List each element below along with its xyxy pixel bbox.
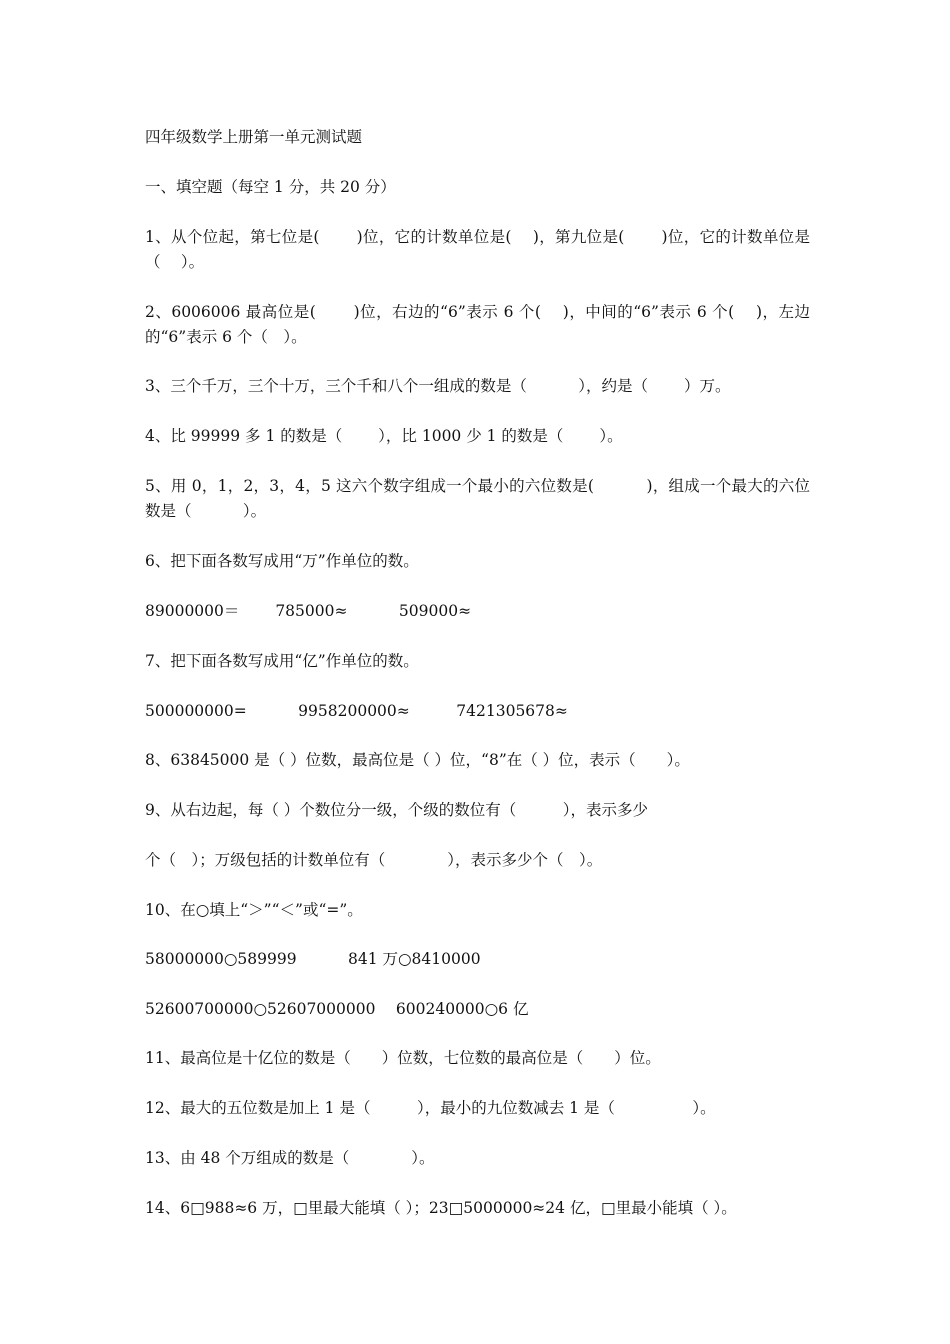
question-7-items: 500000000= 9958200000≈ 7421305678≈ [145, 702, 568, 720]
question-6-items: 89000000＝ 785000≈ 509000≈ [145, 602, 472, 620]
question-10: 10、在○填上“＞”“＜”或“=”。 [145, 901, 363, 919]
question-4: 4、比 99999 多 1 的数是（ ），比 1000 少 1 的数是（ ）。 [145, 427, 623, 445]
question-11: 11、最高位是十亿位的数是（ ）位数，七位数的最高位是（ ）位。 [145, 1049, 661, 1067]
question-12: 12、最大的五位数是加上 1 是（ ），最小的九位数减去 1 是（ ）。 [145, 1099, 716, 1117]
question-1: 1、从个位起，第七位是( )位，它的计数单位是( )，第九位是( )位，它的计数单位是（ ）。 [145, 228, 810, 271]
question-10-row-2: 52600700000○52607000000 600240000○6 亿 [145, 1000, 529, 1018]
question-13: 13、由 48 个万组成的数是（ ）。 [145, 1149, 435, 1167]
question-5: 5、用 0，1，2，3，4，5 这六个数字组成一个最小的六位数是( )，组成一个最大的六位数是（ ）。 [145, 477, 810, 520]
question-6: 6、把下面各数写成用“万”作单位的数。 [145, 552, 419, 570]
question-7: 7、把下面各数写成用“亿”作单位的数。 [145, 652, 419, 670]
question-8: 8、63845000 是（ ）位数，最高位是（ ）位，“8”在（ ）位，表示（ ）。 [145, 751, 690, 769]
question-3: 3、三个千万，三个十万，三个千和八个一组成的数是（ ），约是（ ）万。 [145, 377, 731, 395]
question-9-line-2: 个（ ）；万级包括的计数单位有（ ），表示多少个（ ）。 [145, 851, 603, 869]
section-heading: 一、填空题（每空 1 分，共 20 分） [145, 178, 396, 196]
question-2: 2、6006006 最高位是( )位，右边的“6”表示 6 个( )，中间的“6”表示 6 个( )，左边的“6”表示 6 个（ ）。 [145, 303, 810, 346]
doc-title: 四年级数学上册第一单元测试题 [145, 128, 363, 146]
question-10-row-1: 58000000○589999 841 万○8410000 [145, 950, 481, 968]
question-9-line-1: 9、从右边起，每（ ）个数位分一级，个级的数位有（ ），表示多少 [145, 801, 649, 819]
question-14: 14、6□988≈6 万，□里最大能填（ ）；23□5000000≈24 亿，□里最小能填（ ）。 [145, 1199, 737, 1217]
